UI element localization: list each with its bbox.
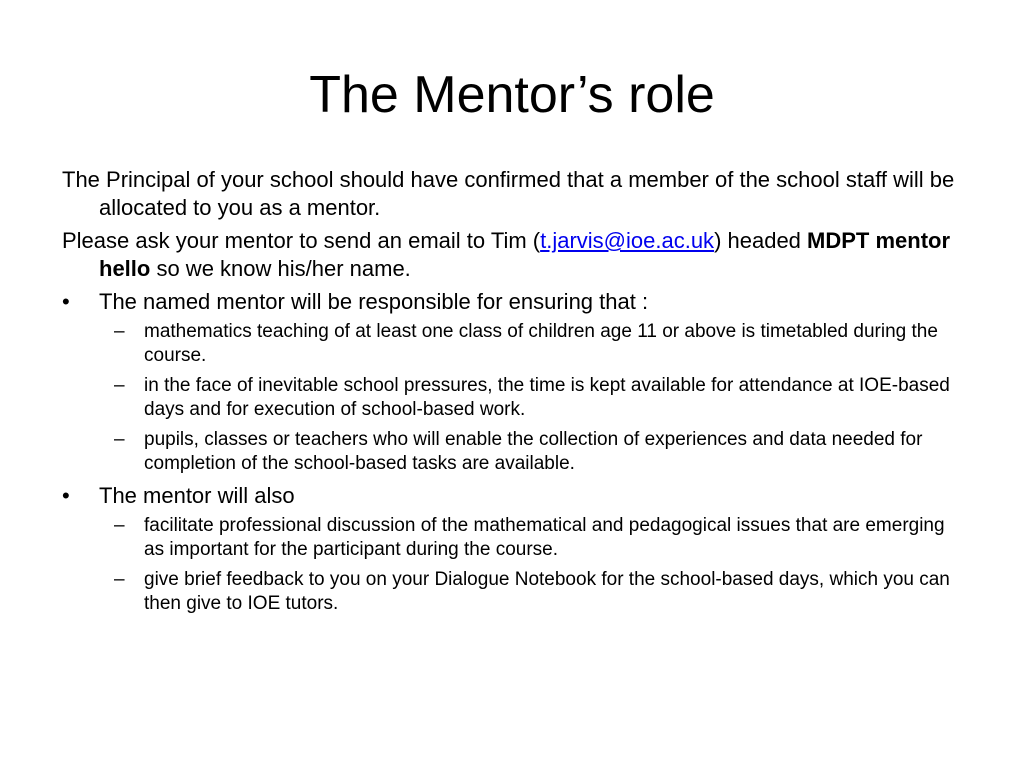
paragraph-email-request [62,227,962,283]
sub-bullet-text: mathematics teaching of at least one class of children age 11 or above is timetabled during the course. [144,321,938,366]
bullet-item [62,288,962,316]
dash-icon: – [114,429,125,450]
dash-icon: – [114,515,125,536]
sub-bullet-item [62,320,962,368]
dash-icon: – [114,375,125,396]
sub-bullet-item [62,568,962,616]
bullet-item [62,482,962,510]
bullet-text: The mentor will also [99,483,295,508]
slide-body [62,166,962,622]
bullet-icon: • [62,483,70,508]
slide-title: The Mentor’s role [309,66,715,124]
sub-bullet-item [62,428,962,476]
email-request-text-middle: ) headed [714,228,808,253]
sub-bullet-text: pupils, classes or teachers who will enable the collection of experiences and data needed for completion of the school-based tasks are available. [144,429,923,474]
email-subject: MDPT mentor hello [99,228,951,281]
sub-bullet-item [62,374,962,422]
email-request-text-before: Please ask your mentor to send an email to Tim ( [62,228,541,253]
sub-bullet-text: facilitate professional discussion of the mathematical and pedagogical issues that are emerging as important for the participant during the course. [144,515,945,560]
email-request-text-after: so we know his/her name. [150,256,411,281]
email-link[interactable]: t.jarvis@ioe.ac.uk [540,228,715,253]
paragraph-principal: The Principal of your school should have confirmed that a member of the school staff will be allocated to you as a mentor. [62,167,955,220]
sub-bullet-text: in the face of inevitable school pressures, the time is kept available for attendance at IOE-based days and for execution of school-based work. [144,375,950,420]
dash-icon: – [114,321,125,342]
sub-bullet-text: give brief feedback to you on your Dialogue Notebook for the school-based days, which you can then give to IOE tutors. [144,569,950,614]
dash-icon: – [114,569,125,590]
sub-bullet-item [62,514,962,562]
bullet-text: The named mentor will be responsible for ensuring that : [99,289,649,314]
bullet-icon: • [62,289,70,314]
